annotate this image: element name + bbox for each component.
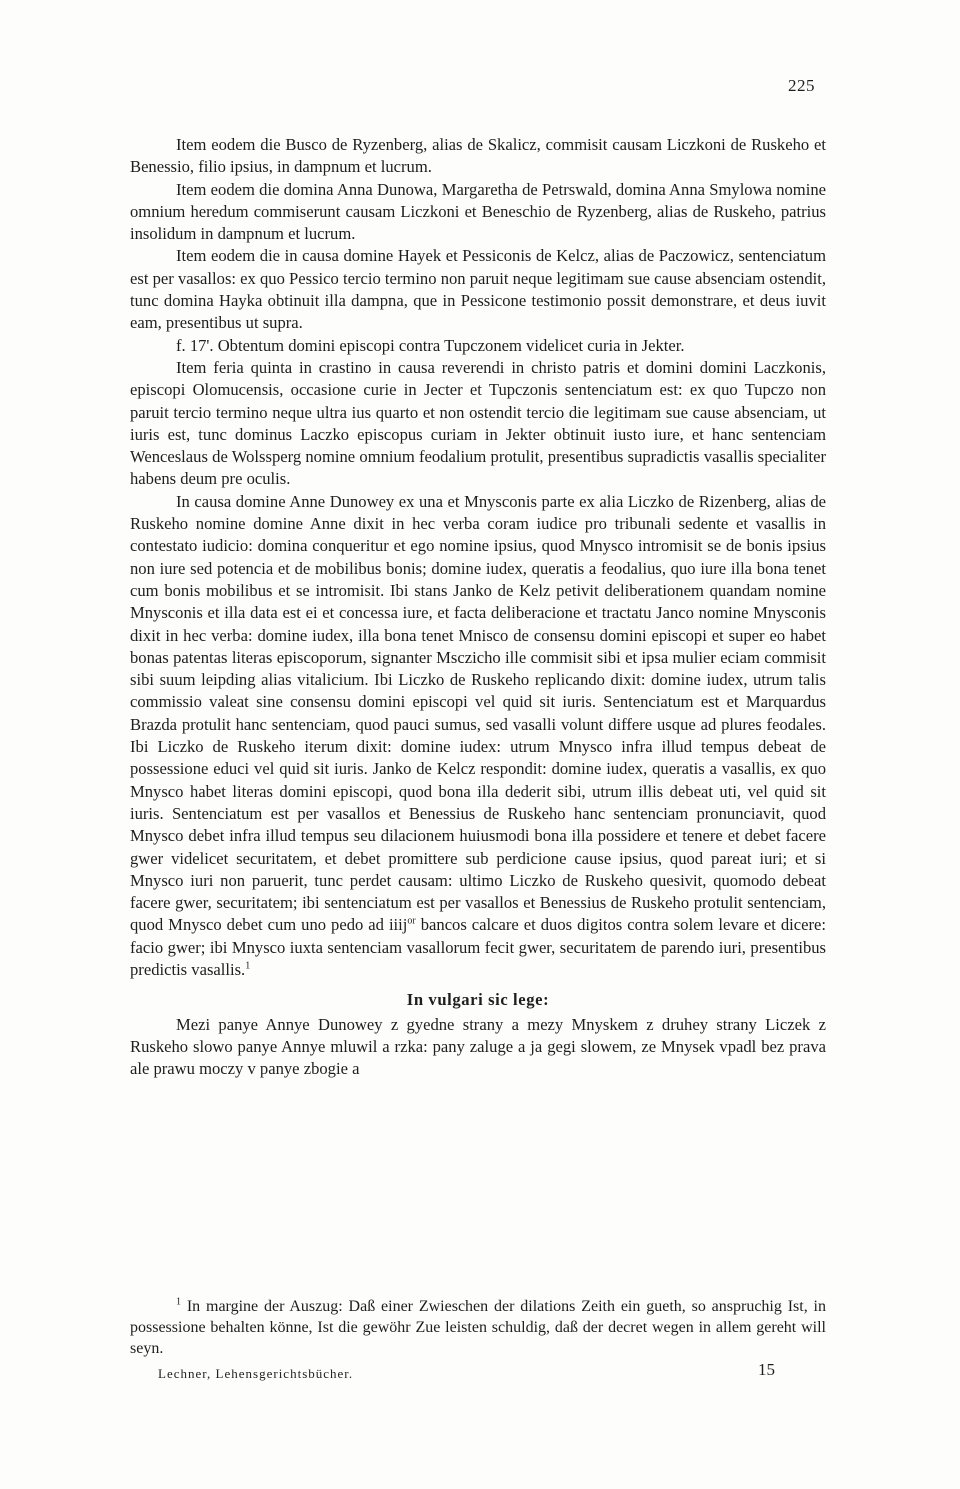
page-number: 225 [788,76,815,95]
footnote-marker: 1 [176,1296,181,1308]
footnote-text: In margine der Auszug: Daß einer Zwieschen der dilations Zeith ein gueth, so anspruchig Ist, in possessione behalten könne, Ist die gewöhr Zue leisten schuldig, daß der decret wegen in allem gereht will seyn. [130,1298,826,1357]
paragraph-6-text: In causa domine Anne Dunowey ex una et Mnysconis parte ex alia Liczko de Rizenberg, alias de Ruskeho nomine domine Anne dixit in hec verba coram iudice pro tribunali sedente et vasallis in contestato iudicio: domina conqueritur et ego nomine ipsius, quod Mnysco intromisit se de bonis ipsius non iure sed potencia et de mobilibus bonis; domine iudex, queratis a feodalius, quo iure illa bona tenet cum bonis mobilibus et se intromisit. Ibi stans Janko de Kelz petivit deliberationem quandam nomine Mnysconis et illa data est ei et concessa iure, et facta deliberacione et tractatu Janco nomine Mnysconis dixit in hec verba: domine iudex, illa bona tenet Mnisco de consensu domini episcopi et super eo habet bonas patentas literas episcoporum, signanter Msczicho ille commisit sibi et ipsa mulier eciam commisit sibi suum leipding alias vitalicium. Ibi Liczko de Ruskeho replicando dixit: domine iudex, utrum talis commissio valeat sine consensu domini episcopi vel quid sit iuris. Sentenciatum est et Marquardus Brazda protulit hanc sentenciam, quod pauci sumus, sed vasalli volunt differe usque ad plures feodales. Ibi Liczko de Ruskeho iterum dixit: domine iudex: utrum Mnysco infra illud tempus debeat de possessione educi vel quid sit iuris. Janko de Kelcz respondit: domine iudex, queratis a vasallis, ex quo Mnysco habet literas domini episcopi, quod bona illa dederit sibi, utrum illis debeat uti, vel quid sit iuris. Sentenciatum est per vasallos et Benessius de Ruskeho hanc sentenciam pronunciavit, quod Mnysco debet infra illud tempus seu dilacionem huiusmodi bona illa possidere et tenere et debet facere gwer videlicet securitatem, et debet promittere sub perdicione cause ipsius, quod pareat iuri; et si Mnysco iuri non paruerit, tunc perdet causam: ultimo Liczko de Ruskeho quesivit, quomodo debeat facere gwer, securitatem; ibi sentenciatum est per vasallos et Benessius de Ruskeho protulit sentenciam, quod Mnysco debet cum uno pedo ad iiij [130,491,826,935]
footnote-ref: 1 [245,960,251,972]
footer-source: Lechner, Lehensgerichtsbücher. [158,1366,354,1381]
paragraph-6-text-end: bancos calcare et duos digitos contra solem levare et dicere: facio gwer; ibi Mnysco iuxta sentenciam vasallorum fecit gwer, securitatem de parendo iuri, presentibus predictis vasallis. [130,915,826,979]
paragraph-4-folio-heading: f. 17'. Obtentum domini episcopi contra Tupczonem videlicet curia in Jekter. [176,335,685,355]
paragraph-5: Item feria quinta in crastino in causa reverendi in christo patris et domini domini Laczkonis, episcopi Olomucensis, occasione curie in Jecter et Tupczonis sentenciatum est: ex quo Tupczo non paruit tercio termino neque ultra ius quarto et non ostendit tercio die legitimam sue cause absenciam, ut iuris est, tunc dominus Laczko episcopus curiam in Jekter obtinuit iusto iure, et hanc sentenciam Wenceslaus de Wolssperg nomine omnium feodalium protulit, presentibus supradictis vasallis specialiter habens deum pre oculis. [130,357,826,489]
paragraph-1: Item eodem die Busco de Ryzenberg, alias de Skalicz, commisit causam Liczkoni de Ruskeho et Benessio, filio ipsius, in dampnum et lucrum. [130,135,826,177]
paragraph-6 [130,491,826,982]
paragraph-2: Item eodem die domina Anna Dunowa, Margaretha de Petrswald, domina Anna Smylowa nomine omnium heredum commiserunt causam Liczkoni et Beneschio de Ryzenberg, alias de Ruskeho, patrius insolidum in dampnum et lucrum. [130,179,826,244]
paragraph-7: Mezi panye Annye Dunowey z gyedne strany a mezy Mnyskem z druhey strany Liczek z Ruskeho slowo panye Annye mluwil a rzka: pany zaluge a ja gegi slowem, ze Mnysek vpadl bez prava ale prawu moczy v panye zbogie a [130,1014,826,1079]
superscript-or: or [407,915,416,927]
footnote [130,1296,826,1359]
main-text [130,134,826,1080]
footer-signature-number: 15 [758,1360,775,1379]
section-heading: In vulgari sic lege: [406,990,550,1010]
paragraph-3: Item eodem die in causa domine Hayek et Pessiconis de Kelcz, alias de Paczowicz, sentenciatum est per vasallos: ex quo Pessico tercio termino non paruit neque legitimam sue cause absenciam ostendit, tunc domina Hayka obtinuit illa dampna, que in Pessicone testimonio possit demonstrare, et deus iuvit eam, presentibus ut supra. [130,246,826,333]
